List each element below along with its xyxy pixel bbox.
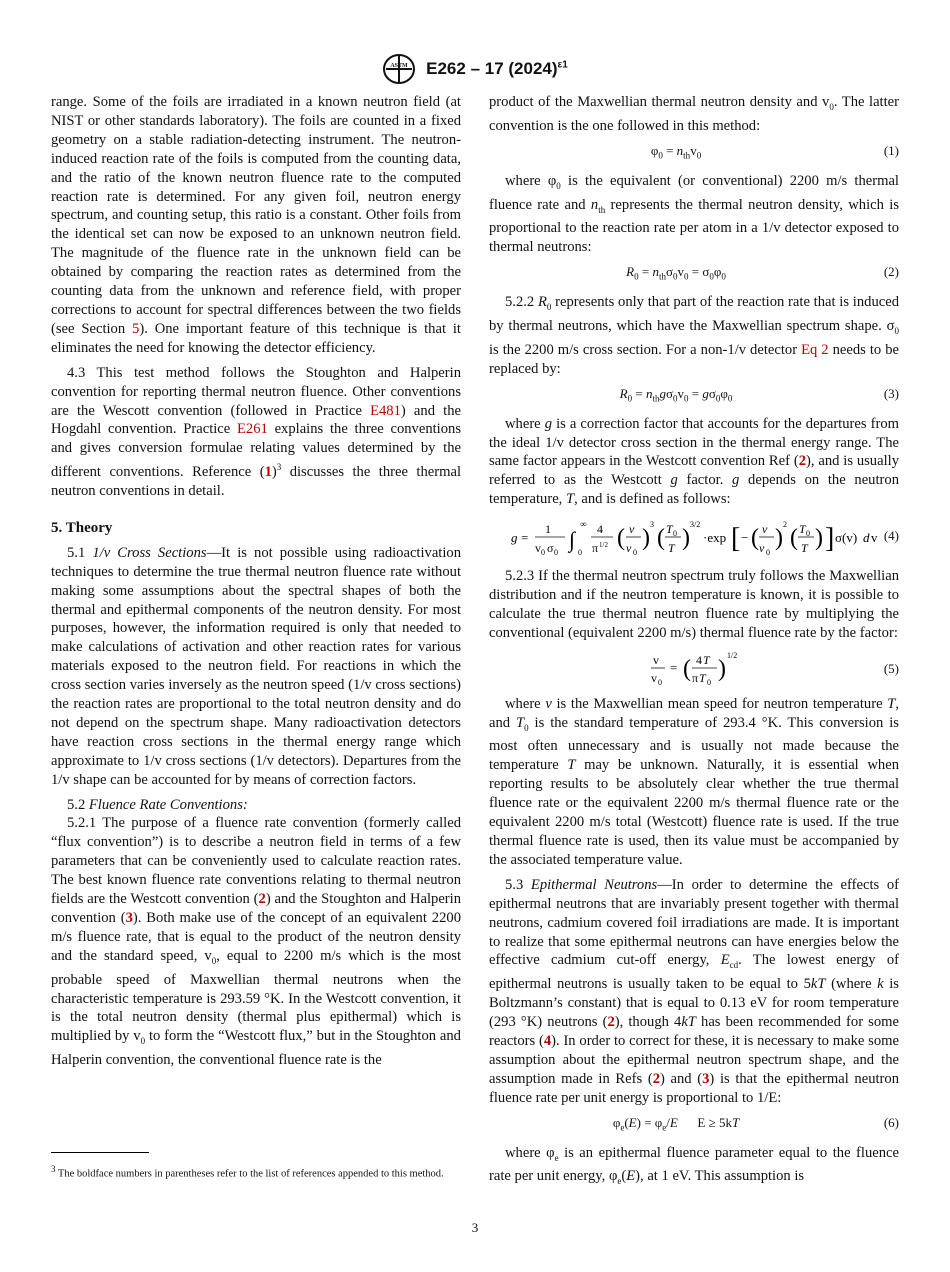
svg-text:]: ] (825, 523, 835, 555)
link-e481[interactable]: E481 (370, 402, 401, 419)
svg-text:0: 0 (806, 529, 810, 539)
paragraph-epithermal-parameter: where $\varphi_e$ is an epithermal fluence parameter equal to the fluence rate per unit energy, $\varphi_e(E)$, at 1 eV. This assumption is (489, 1144, 899, 1187)
paragraph-4-3: 4.3 This test method follows the Stoughton and Halperin convention for reporting thermal neutron fluence. Other conventions are the Wescott convention (followed in Practice E481) and the Hogdahl convention. Practice E261 explains the three conventions and gives conversion formulae relating values determined by the different conventions. Reference $(1)^3$ discusses the three thermal neutron conventions in detail. (51, 364, 462, 499)
equation-6: $\varphi_e(E) = \varphi_e/E$ E ≥ 5kT (6) (612, 1114, 899, 1133)
svg-text:v: v (759, 541, 765, 556)
paragraph-intro: range. Some of the foils are irradiated in a known neutron field (at NIST or other standards laboratory). The foils are counted in a fixed geometry on a stable radiation-detecting instrument. The neutron-induced reaction rate of the foils is computed from the counting data, and the ratio of the known neutron fluence rate to the computed reaction rate is determined. For any given foil, neutron energy spectrum, and counting setup, this ratio is a constant. Other foils from the identical set can now be exposed to an unknown neutron field. The magnitude of the fluence rate in the unknown field can be obtained by comparing the reaction rates as determined from the counting data from the unknown and reference field, with proper corrections to account for spectral differences between the two fields (see Section 5). One important feature of this technique is that it eliminates the need for knowing the detector efficiency. (51, 94, 461, 356)
svg-text:): ) (642, 525, 650, 552)
svg-text:1: 1 (545, 522, 551, 537)
svg-text:v: v (651, 670, 657, 685)
link-ref-3b[interactable]: 3 (702, 1070, 710, 1087)
svg-text:0: 0 (633, 548, 637, 558)
svg-text:0: 0 (766, 548, 770, 558)
svg-text:(: ( (657, 525, 665, 552)
svg-text:∫: ∫ (569, 527, 576, 553)
link-ref-2d[interactable]: 2 (652, 1070, 660, 1087)
page-number: 3 (471, 1220, 479, 1235)
svg-text:v: v (535, 541, 541, 556)
svg-text:T: T (666, 522, 673, 537)
footnote-divider (51, 1152, 149, 1153)
svg-text:σ: σ (547, 541, 554, 556)
footnote-mark: 3 (276, 462, 282, 473)
svg-text:(: ( (683, 655, 691, 682)
svg-text:3/2: 3/2 (690, 520, 701, 530)
svg-text:0: 0 (541, 548, 545, 558)
document-designation: E262 – 17 $(2024)^{\varepsilon 1}$ (426, 59, 568, 78)
svg-text:π: π (692, 670, 699, 685)
paragraph-phi0-definition: where $\varphi_0$ is the equivalent (or conventional) 2200 m/s thermal fluence rate and $n_{th}$ represents the thermal neutron density, which is proportional to the reaction rate per atom in a 1/v detector exposed to thermal neutrons: (489, 172, 899, 256)
equation-5-graphic (649, 649, 759, 689)
svg-text:v: v (871, 530, 878, 546)
paragraph-mean-speed: where v is the Maxwellian mean speed for neutron temperature T, and $T_0$ is the standard temperature of 293.4 °K. This conversion is most often unnecessary and is usually not made because the temperature T may be unknown. Naturally, it is essential when reporting results to be absolutely clear whether the true thermal fluence rate or the equivalent 2200 m/s thermal fluence rate or the equivalent 2200 m/s total (Westcott) fluence rate is used. If the true thermal fluence rate is used, then its value must be accompanied by the associated temperature value. (489, 695, 899, 868)
left-column (51, 93, 461, 1076)
link-eq-2[interactable]: Eq 2 (801, 341, 829, 358)
paragraph-5-2: 5.2 Fluence Rate Conventions: (67, 796, 248, 813)
svg-text:v: v (762, 522, 768, 537)
svg-text:∞: ∞ (580, 519, 587, 530)
svg-text:·exp: ·exp (703, 530, 727, 546)
equation-1: $\varphi_0 = n_{th}v_0$ (1) (650, 142, 899, 161)
link-ref-2b[interactable]: 2 (798, 453, 806, 470)
svg-text:4: 4 (696, 652, 702, 667)
svg-text:1/2: 1/2 (599, 541, 608, 550)
section-heading-theory: 5. Theory (51, 519, 113, 536)
link-ref-2[interactable]: 2 (258, 891, 266, 908)
equation-4-graphic (511, 515, 903, 561)
paragraph-5-2-1: 5.2.1 The purpose of a fluence rate convention (formerly called “flux convention”) is to describe a neutron field in terms of a few parameters that can be conveniently used to calculate reaction rates. The best known fluence rate conventions relating to thermal neutron fields are the Westcott convention (2) and the Stoughton and Halperin convention (3). Both make use of the concept of an equivalent 2200 m/s fluence rate, that is equal to the product of the neutron density and the standard speed, $v_0$, equal to 2200 m/s which is the most probable speed of Maxwellian thermal neutrons when the characteristic temperature is 293.59 °K. In the Westcott convention, it is the total neutron density (thermal plus epithermal) which is multiplied by $v_0$ to form the “Westcott flux,” but in the Stoughton and Halperin convention, the conventional fluence rate is the (51, 815, 462, 1069)
svg-text:): ) (718, 655, 726, 682)
svg-text:T: T (668, 541, 675, 556)
link-e261[interactable]: E261 (237, 421, 268, 438)
svg-text:T: T (799, 522, 806, 537)
svg-text:0: 0 (673, 529, 677, 539)
equation-3: $R_0 = n_{th}g\sigma_0v_0 = g\sigma_0\varphi_0$ (3) (619, 385, 899, 404)
svg-text:T: T (801, 541, 808, 556)
svg-text:0: 0 (707, 677, 711, 687)
equation-4: g = 1 v 0 σ 0 ∫ ∞ 0 4 π 1/2 ( v v 0 ) 3 ( T 0 T ) 3/2 ·exp [ − ( v v 0 ) 2 ( T 0 T ) ] σ(v) d v (4) (489, 515, 899, 561)
svg-text:σ(v): σ(v) (835, 530, 858, 546)
paragraph-5-2-2: 5.2.2 $R_0$ represents only that part of the reaction rate that is induced by thermal neutrons, which have the Maxwellian spectrum shape. $\sigma_0$ is the 2200 m/s cross section. For a non-1/v detector Eq 2 needs to be replaced by: (489, 294, 899, 377)
svg-text:g: g (511, 530, 518, 546)
paragraph-g-factor: where g is a correction factor that accounts for the departures from the ideal 1/v detector cross section in the thermal energy range. The same factor appears in the Westcott convention Ref (2), and is usually referred to as the Westcott g factor. g depends on the neutron temperature, T, and is defined as follows: (489, 415, 899, 508)
svg-text:(: ( (751, 525, 759, 552)
link-ref-1[interactable]: 1 (264, 464, 272, 481)
svg-text:): ) (682, 525, 690, 552)
svg-text:0: 0 (554, 548, 558, 558)
link-section-5[interactable]: 5 (132, 320, 140, 337)
paragraph-5-1: 5.1 1/v Cross Sections—It is not possible using radioactivation techniques to determine the true thermal neutron fluence rate without making some assumptions about the spectral shapes of both the thermal and epithermal components of the neutron density. For most purposes, however, the information required is only that needed to make calculations of activation and other reaction rates for various materials exposed to the neutron field. For reactions in which the cross section varies inversely as the neutron speed (1/v cross sections) the reaction rates are proportional to the total neutron density and do not depend on the spectrum shape. Many radioactivation detectors have reaction cross sections in the thermal energy range which approximate to 1/v cross sections (1/v detectors). Departures from the 1/v shape can be accounted for by means of correction factors. (51, 544, 462, 788)
svg-text:1/2: 1/2 (727, 650, 738, 660)
svg-text:=: = (670, 659, 678, 675)
svg-text:(: ( (617, 525, 625, 552)
svg-text:4: 4 (597, 522, 603, 537)
svg-text:): ) (815, 525, 823, 552)
svg-text:T: T (703, 652, 710, 667)
link-ref-2c[interactable]: 2 (607, 1014, 615, 1031)
svg-text:2: 2 (783, 520, 787, 530)
svg-text:[: [ (731, 523, 741, 555)
footnote: $^3$ The boldface numbers in parentheses refer to the list of references appended to this method. (51, 1164, 444, 1180)
link-ref-3[interactable]: 3 (125, 910, 133, 927)
logo-letters: ASTM (390, 63, 408, 69)
right-column (489, 93, 899, 1197)
svg-text:0: 0 (578, 548, 582, 558)
svg-text:v: v (653, 652, 659, 667)
svg-text:(: ( (790, 525, 798, 552)
paragraph-5-3: 5.3 Epithermal Neutrons—In order to determine the effects of epithermal neutrons that are invariably present together with thermal neutrons, cadmium covered foil irradiations are made. It is important to realize that some epithermal neutrons can have energies below the effective cadmium cut-off energy, $E_{cd}$. The lowest energy of epithermal neutrons is usually taken to be equal to 5kT (where k is Boltzmann’s constant) that is equal to 0.13 eV for room temperature (293 °K) neutrons (2), though 4kT has been recommended for some reactors (4). In order to correct for these, it is necessary to make some assumption about the epithermal neutron spectrum shape, and the assumption made in Refs (2) and (3) is that the epithermal neutron fluence rate per unit energy is proportional to 1/E: (489, 876, 900, 1106)
svg-text:d: d (863, 530, 870, 546)
paragraph-continued: product of the Maxwellian thermal neutron density and $v_0$. The latter convention is the one followed in this method: (489, 94, 899, 134)
svg-text:v: v (626, 541, 632, 556)
svg-text:π: π (592, 541, 599, 556)
svg-text:0: 0 (658, 677, 662, 687)
svg-text:−: − (741, 530, 749, 546)
astm-logo-icon (382, 54, 416, 84)
paragraph-5-2-3: 5.2.3 If the thermal neutron spectrum truly follows the Maxwellian distribution and if the neutron temperature is known, it is possible to calculate the true thermal neutron fluence rate by multiplying the conventional (equivalent 2200 m/s) thermal fluence rate by the factor: (489, 568, 899, 641)
svg-text:T: T (699, 670, 706, 685)
page-header (0, 54, 950, 86)
svg-text:v: v (629, 522, 635, 537)
equation-5: v v 0 = ( 4 T π T 0 ) 1/2 (5) (651, 650, 899, 687)
svg-text:3: 3 (650, 520, 654, 530)
svg-text:): ) (775, 525, 783, 552)
equation-2: $R_0 = n_{th}\sigma_0v_0 = \sigma_0\varphi_0$ (2) (626, 264, 899, 282)
link-ref-4[interactable]: 4 (543, 1032, 552, 1049)
svg-text:=: = (521, 530, 529, 546)
